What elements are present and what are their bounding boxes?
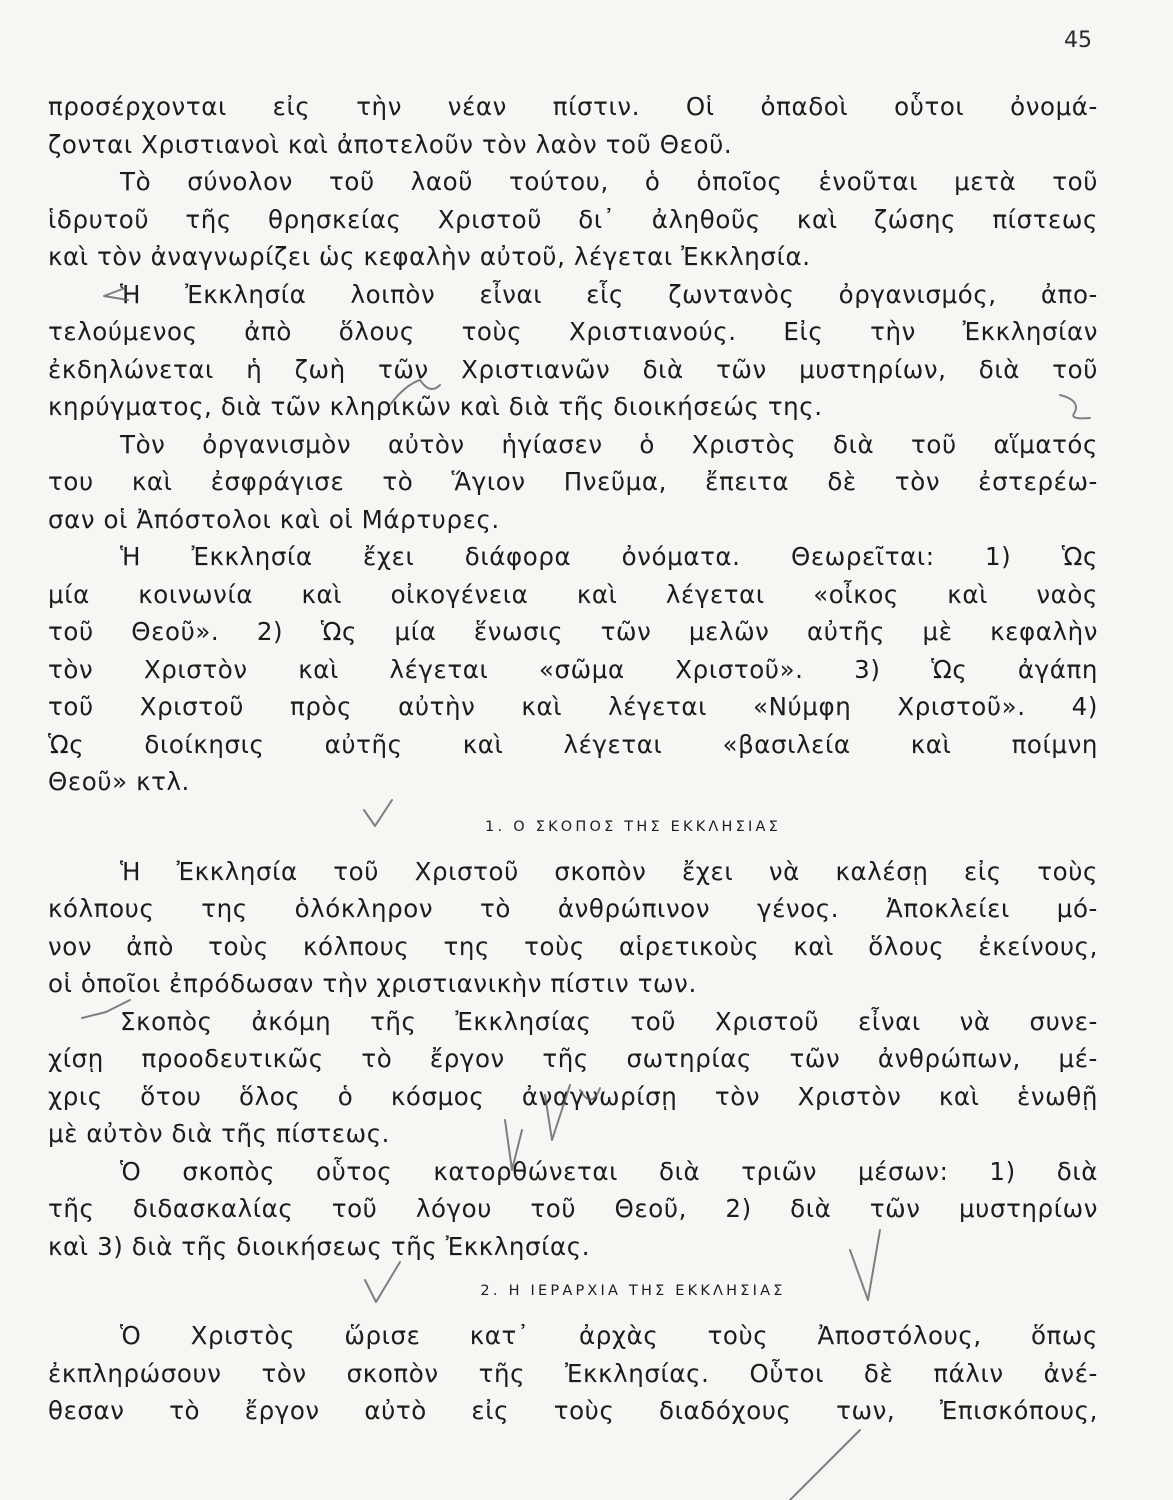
paragraph (48, 88, 1098, 163)
text-line: χίσῃ προοδευτικῶς τὸ ἔργον τῆς σωτηρίας τῶν ἀνθρώπων, μέ- (48, 1044, 1098, 1073)
text-line: Ὡς διοίκησις αὐτῆς καὶ λέγεται «βασιλεία καὶ ποίμνη (48, 729, 1098, 759)
paragraph (48, 1003, 1098, 1153)
paragraph (48, 276, 1098, 426)
paragraph (48, 426, 1098, 539)
text-line: Σκοπὸς ἀκόμη τῆς Ἐκκλησίας τοῦ Χριστοῦ εἶναι νὰ συνε- (120, 1006, 1098, 1036)
text-line: τοῦ Θεοῦ». 2) Ὡς μία ἕνωσις τῶν μελῶν αὐτῆς μὲ κεφαλὴν (48, 617, 1098, 646)
paragraph (48, 1317, 1098, 1430)
text-line: ἐκδηλώνεται ἡ ζωὴ τῶν Χριστιανῶν διὰ τῶν μυστηρίων, διὰ τοῦ (48, 354, 1098, 384)
text-line: Ἡ Ἐκκλησία τοῦ Χριστοῦ σκοπὸν ἔχει νὰ καλέσῃ εἰς τοὺς (120, 856, 1098, 886)
text-line: καὶ τὸν ἀναγνωρίζει ὡς κεφαλὴν αὐτοῦ, λέγεται Ἐκκλησία. (48, 242, 811, 271)
text-line: τοῦ Χριστοῦ πρὸς αὐτὴν καὶ λέγεται «Νύμφη Χριστοῦ». 4) (48, 692, 1098, 721)
section-number: 2. (480, 1283, 501, 1299)
section-title: Η ΙΕΡΑΡΧΙΑ ΤΗΣ ΕΚΚΛΗΣΙΑΣ (508, 1283, 786, 1299)
text-line: οἱ ὁποῖοι ἐπρόδωσαν τὴν χριστιανικὴν πίστιν των. (48, 969, 697, 998)
text-line: τελούμενος ἀπὸ ὅλους τοὺς Χριστιανούς. Εἰς τὴν Ἐκκλησίαν (48, 317, 1098, 346)
text-line: σαν οἱ Ἀπόστολοι καὶ οἱ Μάρτυρες. (48, 504, 500, 534)
text-line: Θεοῦ» κτλ. (48, 767, 190, 796)
text-line: χρις ὅτου ὅλος ὁ κόσμος ἀναγνωρίσῃ τὸν Χριστὸν καὶ ἑνωθῇ (48, 1081, 1098, 1111)
section-heading (48, 801, 1098, 853)
body-text (48, 88, 1098, 1430)
text-line: ἐκπληρώσουν τὸν σκοπὸν τῆς Ἐκκλησίας. Οὗτοι δὲ πάλιν ἀνέ- (48, 1358, 1098, 1388)
paragraph (48, 163, 1098, 276)
text-line: Τὸν ὀργανισμὸν αὐτὸν ἡγίασεν ὁ Χριστὸς διὰ τοῦ αἵματός (120, 429, 1098, 459)
text-line: Τὸ σύνολον τοῦ λαοῦ τούτου, ὁ ὁποῖος ἑνοῦται μετὰ τοῦ (120, 167, 1098, 196)
text-line: καὶ 3) διὰ τῆς διοικήσεως τῆς Ἐκκλησίας. (48, 1231, 591, 1261)
text-line: Ἡ Ἐκκλησία ἔχει διάφορα ὀνόματα. Θεωρεῖται: 1) Ὡς (120, 542, 1098, 571)
text-line: ἱδρυτοῦ τῆς θρησκείας Χριστοῦ δι᾽ ἀληθοῦς καὶ ζώσης πίστεως (48, 204, 1098, 234)
section-heading (48, 1265, 1098, 1317)
text-line: κηρύγματος, διὰ τῶν κληρικῶν καὶ διὰ τῆς διοικήσεώς της. (48, 392, 823, 421)
text-line: Ἡ Ἐκκλησία λοιπὸν εἶναι εἷς ζωντανὸς ὀργανισμός, ἀπο- (120, 279, 1098, 309)
text-line: μία κοινωνία καὶ οἰκογένεια καὶ λέγεται «οἶκος καὶ ναὸς (48, 579, 1098, 609)
text-line: του καὶ ἐσφράγισε τὸ Ἅγιον Πνεῦμα, ἔπειτα δὲ τὸν ἐστερέω- (48, 467, 1098, 496)
text-line: νον ἀπὸ τοὺς κόλπους της τοὺς αἱρετικοὺς καὶ ὅλους ἐκείνους, (48, 931, 1098, 961)
section-title: Ο ΣΚΟΠΟΣ ΤΗΣ ΕΚΚΛΗΣΙΑΣ (513, 818, 781, 835)
text-line: Ὁ Χριστὸς ὥρισε κατ᾽ ἀρχὰς τοὺς Ἀποστόλους, ὅπως (120, 1321, 1098, 1350)
text-line: κόλπους της ὁλόκληρον τὸ ἀνθρώπινον γένος. Ἀποκλείει μό- (48, 894, 1098, 923)
page-number: 45 (1064, 28, 1092, 53)
paragraph (48, 538, 1098, 801)
section-number: 1. (485, 818, 506, 835)
text-line: Ὁ σκοπὸς οὗτος κατορθώνεται διὰ τριῶν μέσων: 1) διὰ (120, 1156, 1098, 1186)
text-line: προσέρχονται εἰς τὴν νέαν πίστιν. Οἱ ὀπαδοὶ οὗτοι ὀνομά- (48, 92, 1098, 121)
pencil-scribble (790, 1430, 860, 1500)
text-line: ζονται Χριστιανοὶ καὶ ἀποτελοῦν τὸν λαὸν τοῦ Θεοῦ. (48, 129, 733, 159)
text-line: τῆς διδασκαλίας τοῦ λόγου τοῦ Θεοῦ, 2) διὰ τῶν μυστηρίων (48, 1194, 1098, 1223)
text-line: θεσαν τὸ ἔργον αὐτὸ εἰς τοὺς διαδόχους των, Ἐπισκόπους, (48, 1396, 1098, 1425)
paragraph (48, 1153, 1098, 1266)
text-line: μὲ αὐτὸν διὰ τῆς πίστεως. (48, 1119, 391, 1148)
text-line: τὸν Χριστὸν καὶ λέγεται «σῶμα Χριστοῦ». 3) Ὡς ἀγάπη (48, 654, 1098, 684)
paragraph (48, 853, 1098, 1003)
